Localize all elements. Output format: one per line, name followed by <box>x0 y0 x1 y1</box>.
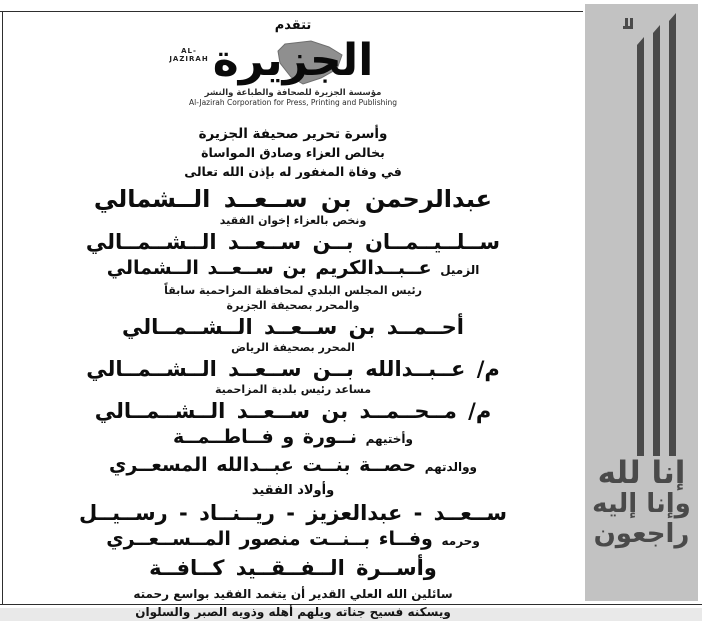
brother-3-role: المحرر بصحيفة الرياض <box>231 341 355 354</box>
presented-by-text: تتقدم <box>274 18 312 33</box>
istirja-calligraphy-panel <box>585 4 698 601</box>
brother-4-role: مساعد رئيس بلدية المزاحمية <box>214 383 372 396</box>
istirja-line-3: راجعون <box>593 519 690 549</box>
istirja-line-1: إنا لله <box>597 455 686 491</box>
mother-name: حصــة بنــت عبــدالله المسعــري <box>109 454 417 476</box>
wife-line <box>3 527 583 554</box>
dua-line-1: سائلين الله العلي القدير أن يتغمد الفقيد بواسع رحمته <box>133 587 453 601</box>
calligraphy-strokes-icon <box>585 4 698 456</box>
brother-name-3: أحــمــد بن ســعــد الــشــمــالي <box>122 315 464 339</box>
logo-arabic-calligraphy: الجزيرة <box>212 35 374 86</box>
top-border-line <box>0 11 583 12</box>
sisters-names: نــورة و فــاطــمــة <box>173 426 357 448</box>
brother-name-4: م/ عــبــدالله بــن ســعــد الــشــمــالي <box>86 357 500 381</box>
mother-line <box>3 453 583 480</box>
condolence-line-1: بخالص العزاء وصادق المواساة <box>201 145 385 160</box>
deceased-name: عبدالرحمن بن ســعــد الــشمالي <box>93 185 493 213</box>
condolence-line-2: في وفاة المغفور له بإذن الله تعالى <box>184 164 402 179</box>
children-intro: وأولاد الفقيد <box>251 483 335 498</box>
brother-name-5: م/ مــحــمــد بن ســعــد الــشــمــالي <box>94 399 492 423</box>
brothers-intro: ونخص بالعزاء إخوان الفقيد <box>219 214 367 227</box>
sisters-prefix: وأختيهم <box>365 432 413 446</box>
logo-org-arabic: مؤسسة الجزيرة للصحافة والطباعة والنشر <box>204 88 382 98</box>
istirja-line-2: وإنا إليه <box>592 489 691 519</box>
children-names: ســعــد - عبدالعزيز - ريــنــاد - رســيــل <box>78 501 508 525</box>
announcement-body <box>3 13 583 619</box>
wife-prefix: وحرمه <box>441 534 480 548</box>
brother-2-prefix: الزميل <box>440 263 480 277</box>
logo-latin-name: AL-JAZIRAH <box>169 47 209 63</box>
editorial-family-line: وأسرة تحرير صحيفة الجزيرة <box>198 126 388 142</box>
istirja-text <box>585 456 698 549</box>
brother-2-name-text: عــبــدالكريم بن ســعــد الــشمالي <box>106 257 432 279</box>
dua-line-2: ويسكنه فسيح جناته ويلهم أهله وذويه الصبر والسلوان <box>135 605 451 619</box>
mother-prefix: ووالدتهم <box>424 460 477 474</box>
brother-2-role-1: رئيس المجلس البلدي لمحافظة المزاحمية سابقاً <box>164 284 422 297</box>
aljazirah-logo <box>163 35 423 123</box>
wife-name: وفــاء بــنــت منصور المــســعــري <box>106 528 433 550</box>
logo-org-english: Al-Jazirah Corporation for Press, Printing and Publishing <box>189 98 397 107</box>
brother-name-1: ســلــيــمــان بــن ســعــد الــشــمــالي <box>85 230 501 254</box>
brother-2-role-2: والمحرر بصحيفة الجزيرة <box>226 299 360 312</box>
family-all-line: وأســرة الــفــقــيد كــافــة <box>149 556 437 580</box>
brother-name-2 <box>3 256 583 283</box>
sisters-line <box>3 425 583 452</box>
